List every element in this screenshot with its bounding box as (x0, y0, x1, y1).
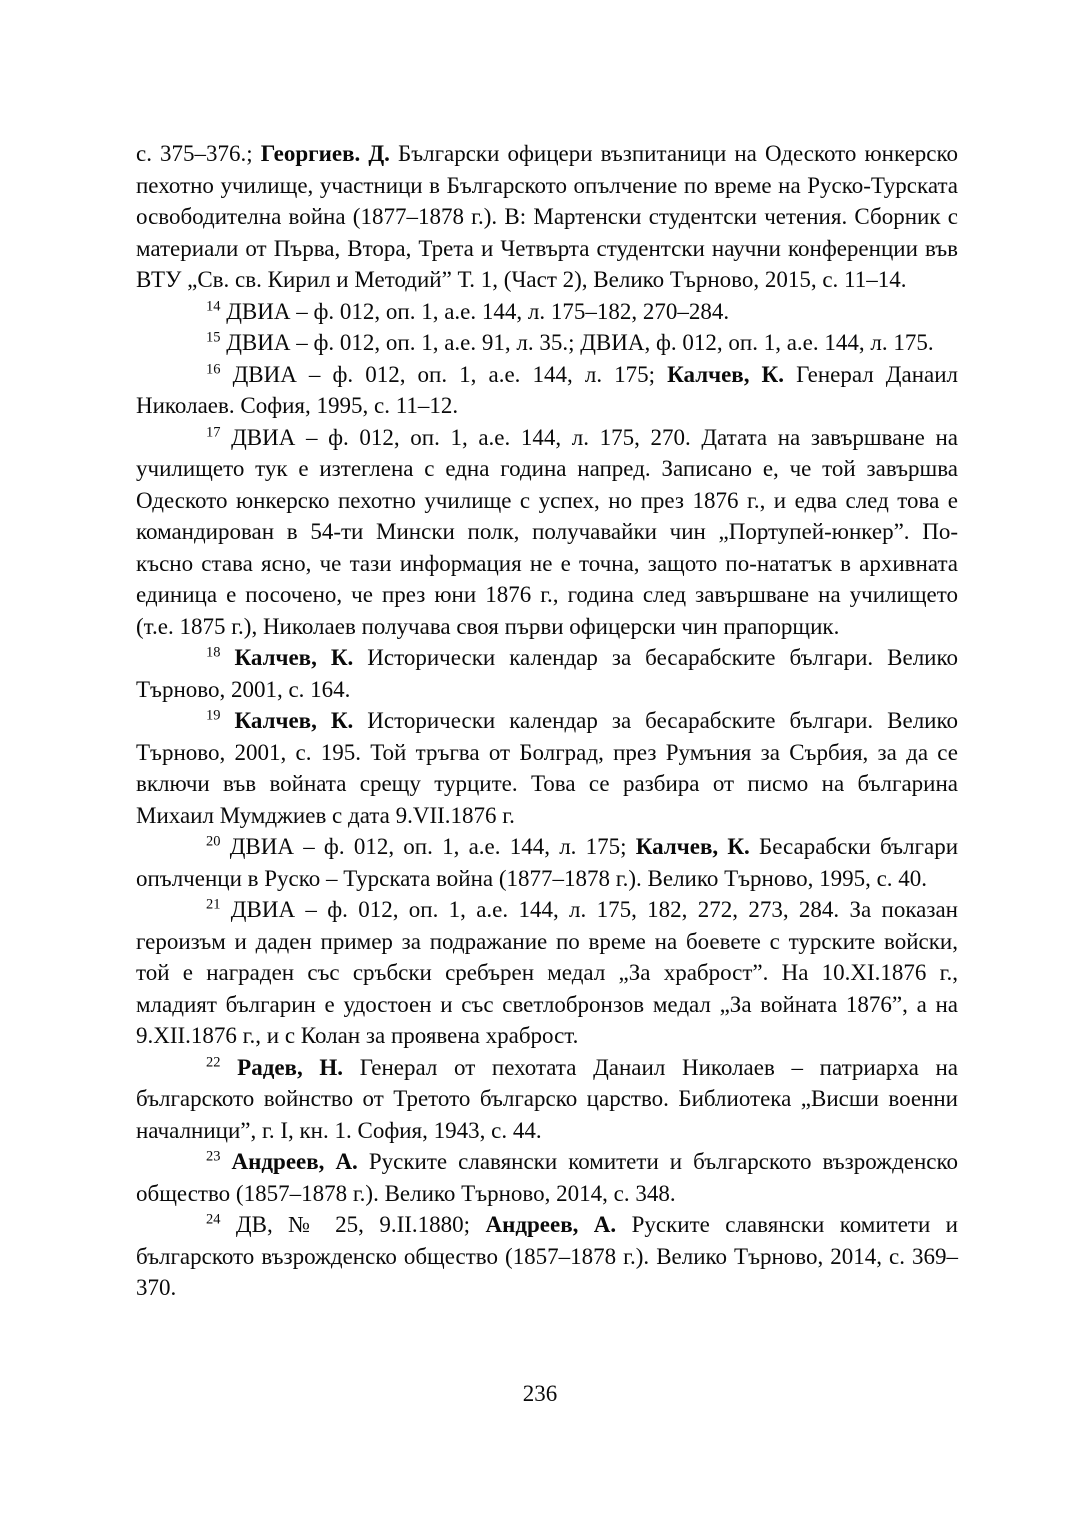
text-segment: ДВИА – ф. 012, оп. 1, а.е. 144, л. 175; (220, 834, 636, 859)
footnote-number: 19 (206, 707, 221, 724)
footnote-paragraph (136, 1052, 958, 1147)
footnote-number: 20 (206, 833, 221, 850)
text-segment: ДВИА – ф. 012, оп. 1, а.е. 144, л. 175–182, 270–284. (220, 298, 730, 324)
text-segment (220, 645, 234, 670)
footnote-paragraph (136, 327, 958, 359)
text-segment: Генерал от пехотата Данаил Николаев – патриарха на българското войнство от Третото българско царство. Библиотека „Висши военни началници”, г. I, кн. 1. София, 1943, с. 44. (136, 1054, 959, 1143)
author-name: Калчев, К. (667, 361, 784, 387)
author-name: Андреев, А. (231, 1149, 358, 1174)
page-number: 236 (522, 1381, 558, 1406)
footnote-number: 22 (206, 1053, 221, 1070)
text-segment: Генерал Данаил Николаев. София, 1995, с. 11–12. (136, 361, 959, 418)
footnote-number: 16 (206, 360, 221, 377)
text-segment: Руските славянски комитети и българското възрожденско общество (1857–1878 г.). Велико Търново, 2014, с. 369–370. (136, 1212, 958, 1300)
author-name: Калчев, К. (635, 834, 750, 859)
author-name: Георгиев. Д. (260, 141, 390, 166)
footnote-number: 15 (206, 329, 221, 346)
footnote-paragraph (136, 359, 958, 422)
text-segment (220, 708, 234, 733)
author-name: Калчев, К. (234, 645, 354, 670)
text-segment: Руските славянски комитети и българското възрожденско общество (1857–1878 г.). Велико Търново, 2014, с. 348. (136, 1149, 958, 1206)
footnote-number: 18 (206, 644, 221, 661)
text-segment: ДВИА – ф. 012, оп. 1, а.е. 144, л. 175; (220, 361, 668, 387)
footnote-number: 24 (206, 1211, 221, 1228)
author-name: Радев, Н. (237, 1054, 344, 1080)
text-segment (220, 1149, 231, 1174)
text-segment: ДВИА – ф. 012, оп. 1, а.е. 144, л. 175, 270. Датата на завършване на училището тук е изтеглена с една година напред. Записано е, че той завършва Одеското юнкерско пехотно училище с успех, но през 1876 г., и едва след това е командирован в 54-ти Мински полк, получавайки чин „Портупей-юнкер”. По-късно става ясно, че тази информация не е точна, защото по-нататък в архивната единица е посочено, че през юни 1876 г., година след завършване на училището (т.е. 1875 г.), Николаев получава своя първи офицерски чин прапорщик. (136, 424, 958, 639)
footnote-paragraph (136, 422, 958, 643)
footnote-paragraph (136, 642, 958, 705)
footnote-paragraph (136, 296, 958, 328)
footnote-number: 17 (206, 423, 221, 440)
footnote-paragraph (136, 1146, 958, 1209)
text-segment (220, 1055, 237, 1080)
footnotes-section (136, 138, 958, 1304)
text-segment: с. 375–376.; (136, 141, 261, 166)
text-paragraph (136, 138, 958, 296)
author-name: Калчев, К. (234, 708, 354, 733)
footnote-number: 23 (206, 1148, 221, 1165)
footnote-paragraph (136, 1209, 958, 1304)
text-segment: Исторически календар за бесарабските българи. Велико Търново, 2001, с. 164. (136, 645, 958, 702)
text-segment: ДВИА – ф. 012, оп. 1, а.е. 91, л. 35.; ДВИА, ф. 012, оп. 1, а.е. 144, л. 175. (220, 330, 934, 355)
footnote-number: 21 (206, 896, 221, 913)
text-segment: Български офицери възпитаници на Одеското юнкерско пехотно училище, участници в Българското опълчение по време на Руско-Турската освободителна война (1877–1878 г.). В: Мартенски студентски четения. Сборник с материали от Първа, Втора, Трета и Четвърта студентски научни конференции във ВТУ „Св. св. Кирил и Методий” Т. 1, (Част 2), Велико Търново, 2015, с. 11–14. (136, 141, 959, 292)
text-segment: ДВИА – ф. 012, оп. 1, а.е. 144, л. 175, 182, 272, 273, 284. За показан героизъм и даден пример за подражание по време на боевете с турските войски, той е награден със сръбски сребърен медал „За храброст”. На 10.XI.1876 г., младият българин е удостоен и със светлобронзов медал „За войната 1876”, а на 9.XII.1876 г., и с Колан за проявена храброст. (136, 897, 958, 1048)
footnote-paragraph (136, 831, 958, 894)
author-name: Андреев, А. (485, 1212, 617, 1237)
text-segment: Исторически календар за бесарабските българи. Велико Търново, 2001, с. 195. Той тръгва от Болград, през Румъния за Сърбия, за да се включи във войната срещу турците. Това се разбира от писмо на българина Михаил Мумджиев с дата 9.VII.1876 г. (136, 708, 958, 828)
footnote-paragraph (136, 894, 958, 1052)
text-segment: ДВ, № 25, 9.II.1880; (220, 1212, 486, 1237)
text-segment: Бесарабски българи опълченци в Руско – Турската война (1877–1878 г.). Велико Търново, 1995, с. 40. (136, 834, 959, 891)
footnote-number: 14 (206, 297, 221, 314)
footnote-paragraph (136, 705, 958, 831)
